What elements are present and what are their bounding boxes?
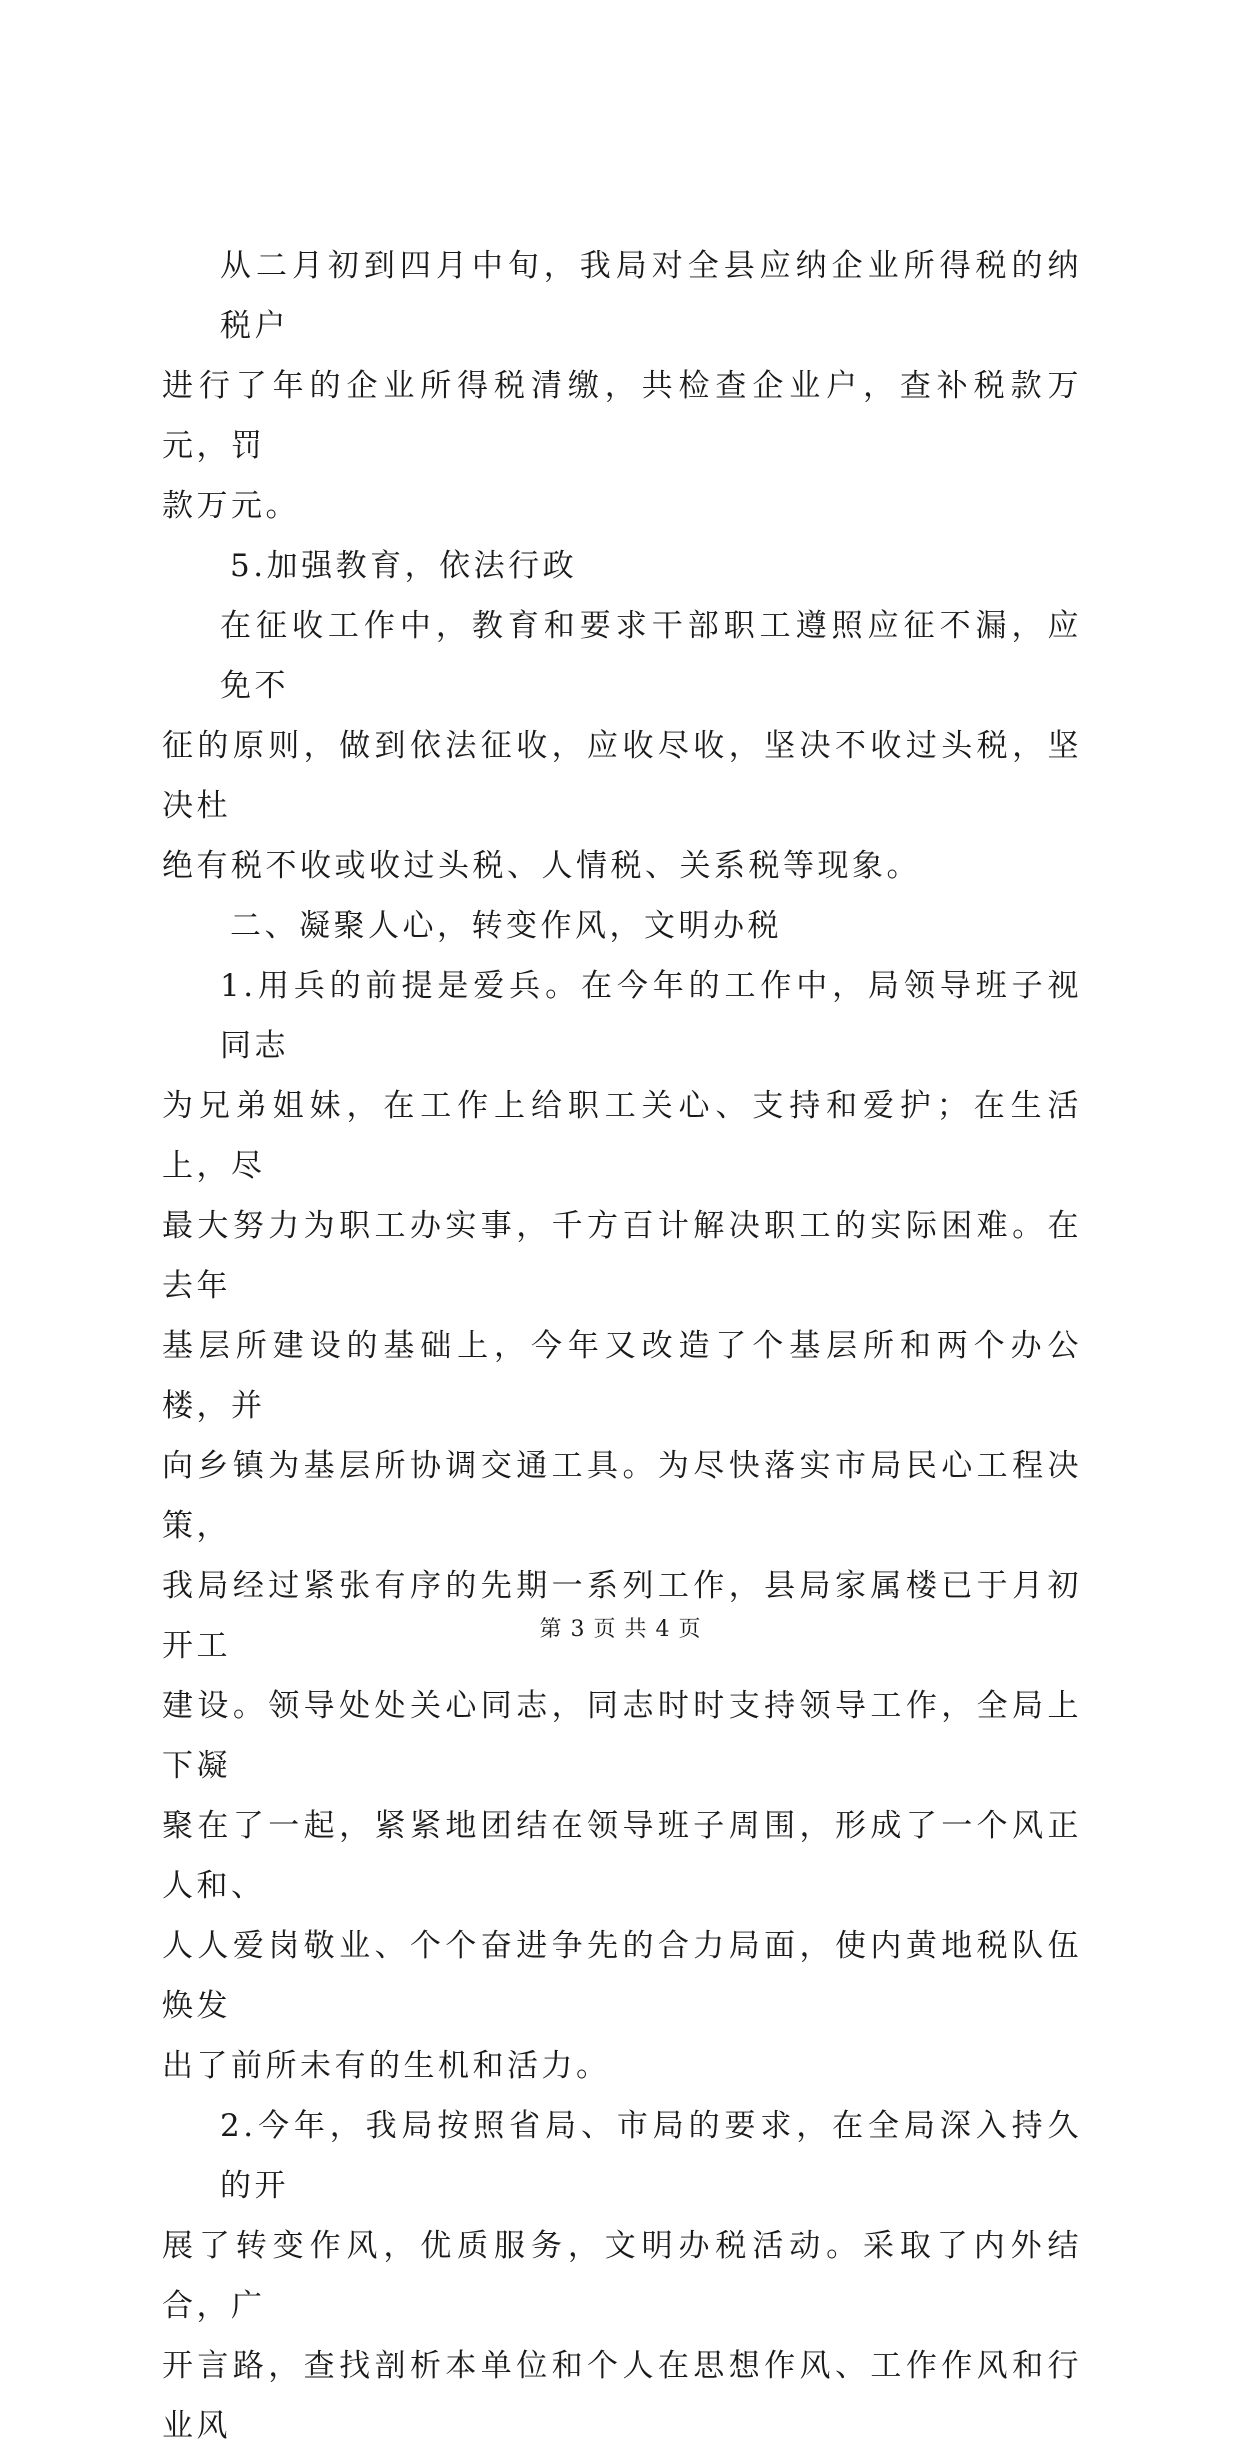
- text-line: 出了前所未有的生机和活力。: [162, 2048, 611, 2084]
- text-line: 2.今年，我局按照省局、市局的要求，在全局深入持久的开: [220, 2108, 1082, 2204]
- body-paragraph: [162, 236, 1082, 536]
- text-line: 基层所建设的基础上，今年又改造了个基层所和两个办公楼，并: [162, 1328, 1082, 1424]
- text-line: 款万元。: [162, 488, 300, 524]
- text-line: 建设。领导处处关心同志，同志时时支持领导工作，全局上下凝: [162, 1688, 1082, 1784]
- text-line: 为兄弟姐妹，在工作上给职工关心、支持和爱护；在生活上，尽: [162, 1088, 1082, 1184]
- text-line: 人人爱岗敬业、个个奋进争先的合力局面，使内黄地税队伍焕发: [162, 1928, 1082, 2024]
- text-line: 二、凝聚人心，转变作风，文明办税: [230, 908, 782, 944]
- text-line: 5.加强教育，依法行政: [230, 548, 578, 584]
- body-paragraph: [162, 596, 1082, 896]
- text-line: 向乡镇为基层所协调交通工具。为尽快落实市局民心工程决策，: [162, 1448, 1082, 1544]
- text-line: 征的原则，做到依法征收，应收尽收，坚决不收过头税，坚决杜: [162, 728, 1082, 824]
- text-line: 在征收工作中，教育和要求干部职工遵照应征不漏，应免不: [220, 608, 1082, 704]
- text-line: 展了转变作风，优质服务，文明办税活动。采取了内外结合，广: [162, 2228, 1082, 2324]
- page-footer: 第 3 页 共 4 页: [539, 1617, 702, 1642]
- text-line: 从二月初到四月中旬，我局对全县应纳企业所得税的纳税户: [220, 248, 1082, 344]
- text-line: 1.用兵的前提是爱兵。在今年的工作中，局领导班子视同志: [220, 968, 1082, 1064]
- section-heading: [162, 536, 1082, 596]
- text-line: 我局经过紧张有序的先期一系列工作，县局家属楼已于月初开工: [162, 1568, 1082, 1664]
- text-line: 最大努力为职工办实事，千方百计解决职工的实际困难。在去年: [162, 1208, 1082, 1304]
- text-line: 进行了年的企业所得税清缴，共检查企业户，查补税款万元，罚: [162, 368, 1082, 464]
- text-line: 绝有税不收或收过头税、人情税、关系税等现象。: [162, 848, 921, 884]
- document-body: [162, 236, 1082, 2456]
- body-paragraph: [162, 956, 1082, 2096]
- text-line: 聚在了一起，紧紧地团结在领导班子周围，形成了一个风正人和、: [162, 1808, 1082, 1904]
- section-heading: [162, 896, 1082, 956]
- body-paragraph: [162, 2096, 1082, 2456]
- text-line: 开言路，查找剖析本单位和个人在思想作风、工作作风和行业风: [162, 2348, 1082, 2444]
